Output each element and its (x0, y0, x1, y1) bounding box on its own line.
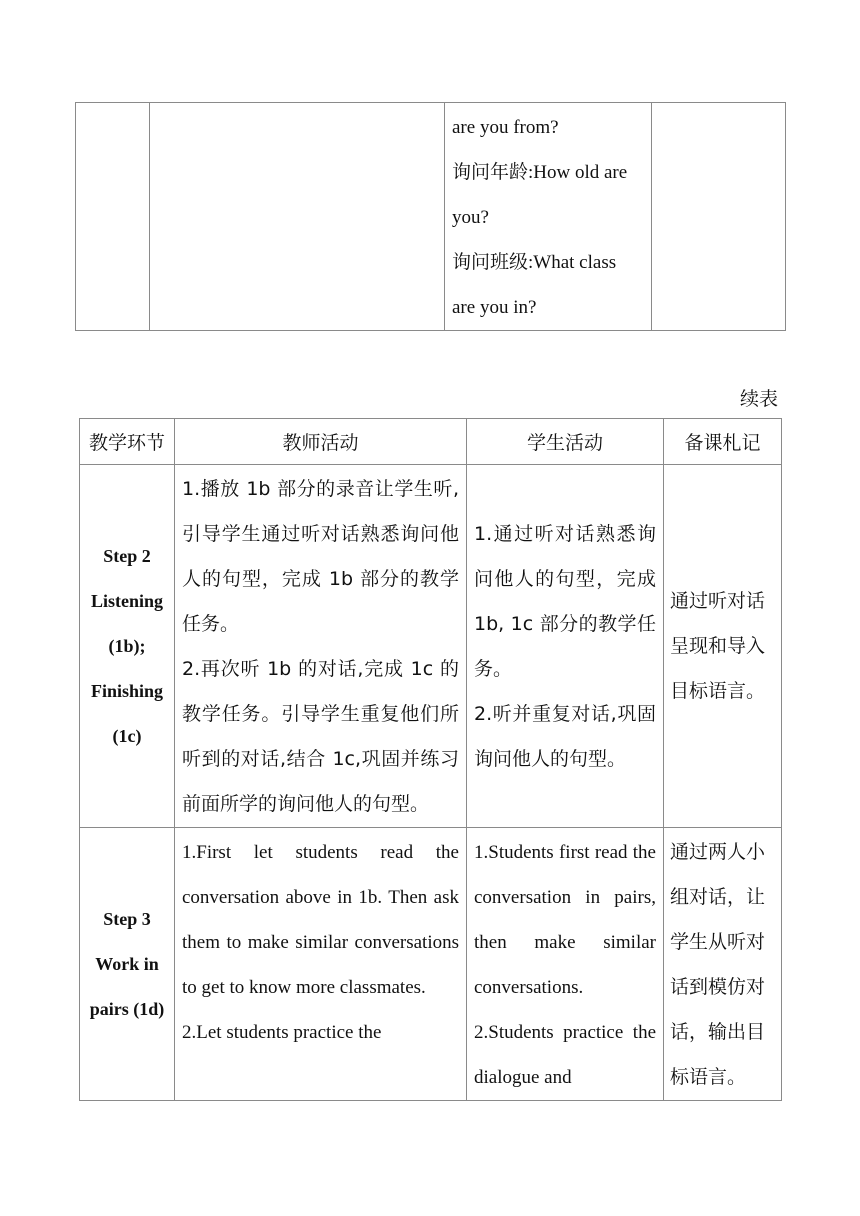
cont-note-cell (652, 103, 786, 331)
teacher-cell (175, 828, 467, 1101)
note-cell: 通过听对话呈现和导入目标语言。 (664, 465, 782, 828)
header-student: 学生活动 (467, 419, 664, 465)
cont-teacher-cell (150, 103, 445, 331)
cont-line: 询问班级:What class (452, 252, 617, 273)
student-activity: 2.Students practice the dialogue and (474, 1022, 656, 1088)
cont-line: 询问年龄:How old are (452, 162, 628, 183)
table-caption: 续表 (739, 388, 778, 410)
table-row (80, 465, 782, 828)
step-line: Finishing (90, 680, 164, 701)
teacher-activity: 1.播放 1b 部分的录音让学生听,引导学生通过听对话熟悉询问他人的句型，完成 1b 部分的教学任务。 (182, 478, 459, 635)
step-line: Work in (95, 953, 159, 974)
note-cell: 通过两人小组对话，让学生从听对话到模仿对话，输出目标语言。 (664, 828, 782, 1101)
cont-line: are you in? (452, 297, 537, 318)
student-cell (467, 828, 664, 1101)
teacher-activity: 2.Let students practice the (182, 1022, 382, 1043)
header-teacher: 教师活动 (175, 419, 467, 465)
teacher-activity: 2.再次听 1b 的对话,完成 1c 的教学任务。引导学生重复他们所听到的对话,结合 1c,巩固并练习前面所学的询问他人的句型。 (182, 658, 459, 815)
teacher-cell (175, 465, 467, 828)
cont-student-cell (445, 103, 652, 331)
teacher-activity: 1.First let students read the conversation above in 1b. Then ask them to make similar conversations to get to know more classmates. (182, 842, 459, 998)
header-row (80, 419, 782, 465)
student-activity: 2.听并重复对话,巩固询问他人的句型。 (474, 703, 656, 770)
step-line: Listening (90, 590, 164, 611)
table-row (80, 828, 782, 1101)
student-activity: 1.Students first read the conversation in pairs, then make similar conversations. (474, 842, 656, 998)
cont-step-cell (76, 103, 150, 331)
step-line: pairs (1d) (89, 998, 165, 1019)
step-cell (80, 465, 175, 828)
cont-line: you? (452, 207, 489, 228)
continuation-table (75, 102, 786, 331)
student-cell (467, 465, 664, 828)
step-line: (1b); (108, 635, 146, 656)
step-cell (80, 828, 175, 1101)
cont-line: are you from? (452, 117, 559, 138)
lesson-table (79, 418, 782, 1101)
step-line: (1c) (112, 725, 142, 746)
step-line: Step 3 (103, 908, 151, 929)
step-line: Step 2 (103, 545, 151, 566)
header-step: 教学环节 (80, 419, 175, 465)
header-note: 备课札记 (664, 419, 782, 465)
student-activity: 1.通过听对话熟悉询问他人的句型，完成 1b, 1c 部分的教学任务。 (474, 523, 656, 680)
